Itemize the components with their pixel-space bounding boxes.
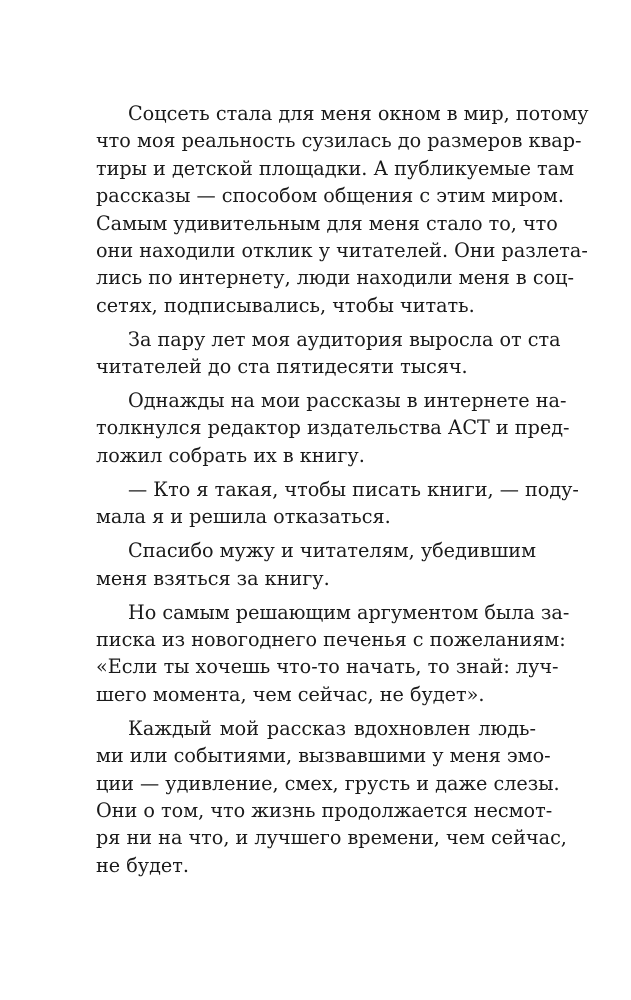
text-line: сетях, подписывались, чтобы читать. xyxy=(96,293,475,317)
text-line: Соцсеть стала для меня окном в мир, потому xyxy=(128,102,589,125)
text-line: лись по интернету, люди находили меня в соц- xyxy=(96,266,574,290)
text-line: Однажды на мои рассказы в интернете на- xyxy=(128,389,567,413)
text-line: меня взяться за книгу. xyxy=(96,566,330,590)
text-line: мала я и решила отказаться. xyxy=(96,505,391,529)
text-line: не будет. xyxy=(96,853,189,877)
text-line: толкнулся редактор издательства АСТ и пред- xyxy=(96,416,570,440)
text-line: писка из новогоднего печенья с пожеланиям: xyxy=(96,628,566,651)
text-line: Самым удивительным для меня стало то, что xyxy=(96,211,558,235)
paragraph-5 xyxy=(96,537,536,592)
text-line: Они о том, что жизнь продолжается несмот- xyxy=(96,798,553,822)
text-line: Каждый мой рассказ вдохновлен людь- xyxy=(128,716,536,740)
text-line: ря ни на что, и лучшего времени, чем сейчас, xyxy=(96,826,567,850)
text-line: За пару лет моя аудитория выросла от ста xyxy=(128,327,561,351)
paragraph-1 xyxy=(96,100,589,319)
text-line: — Кто я такая, чтобы писать книги, — поду- xyxy=(128,477,579,501)
text-line: Спасибо мужу и читателям, убедившим xyxy=(128,539,536,563)
text-line: рассказы — способом общения с этим миром. xyxy=(96,184,564,208)
text-line: «Если ты хочешь что-то начать, то знай: луч- xyxy=(96,655,559,679)
paragraph-3 xyxy=(96,387,570,469)
text-line: тиры и детской площадки. А публикуемые там xyxy=(96,156,575,180)
text-line: что моя реальность сузилась до размеров квар- xyxy=(96,129,582,153)
body-text xyxy=(96,100,589,879)
text-line: ции — удивление, смех, грусть и даже слезы. xyxy=(96,771,560,795)
text-line: ложил собрать их в книгу. xyxy=(96,443,365,467)
paragraph-6 xyxy=(96,599,570,709)
paragraph-2 xyxy=(96,326,561,381)
text-line: ми или событиями, вызвавшими у меня эмо- xyxy=(96,744,551,768)
paragraph-4 xyxy=(96,476,579,531)
text-line: читателей до ста пятидесяти тысяч. xyxy=(96,355,468,379)
text-line: Но самым решающим аргументом была за- xyxy=(128,600,570,624)
text-line: шего момента, чем сейчас, не будет». xyxy=(96,682,485,706)
text-line: они находили отклик у читателей. Они разлета- xyxy=(96,238,588,262)
paragraph-7 xyxy=(96,715,567,879)
